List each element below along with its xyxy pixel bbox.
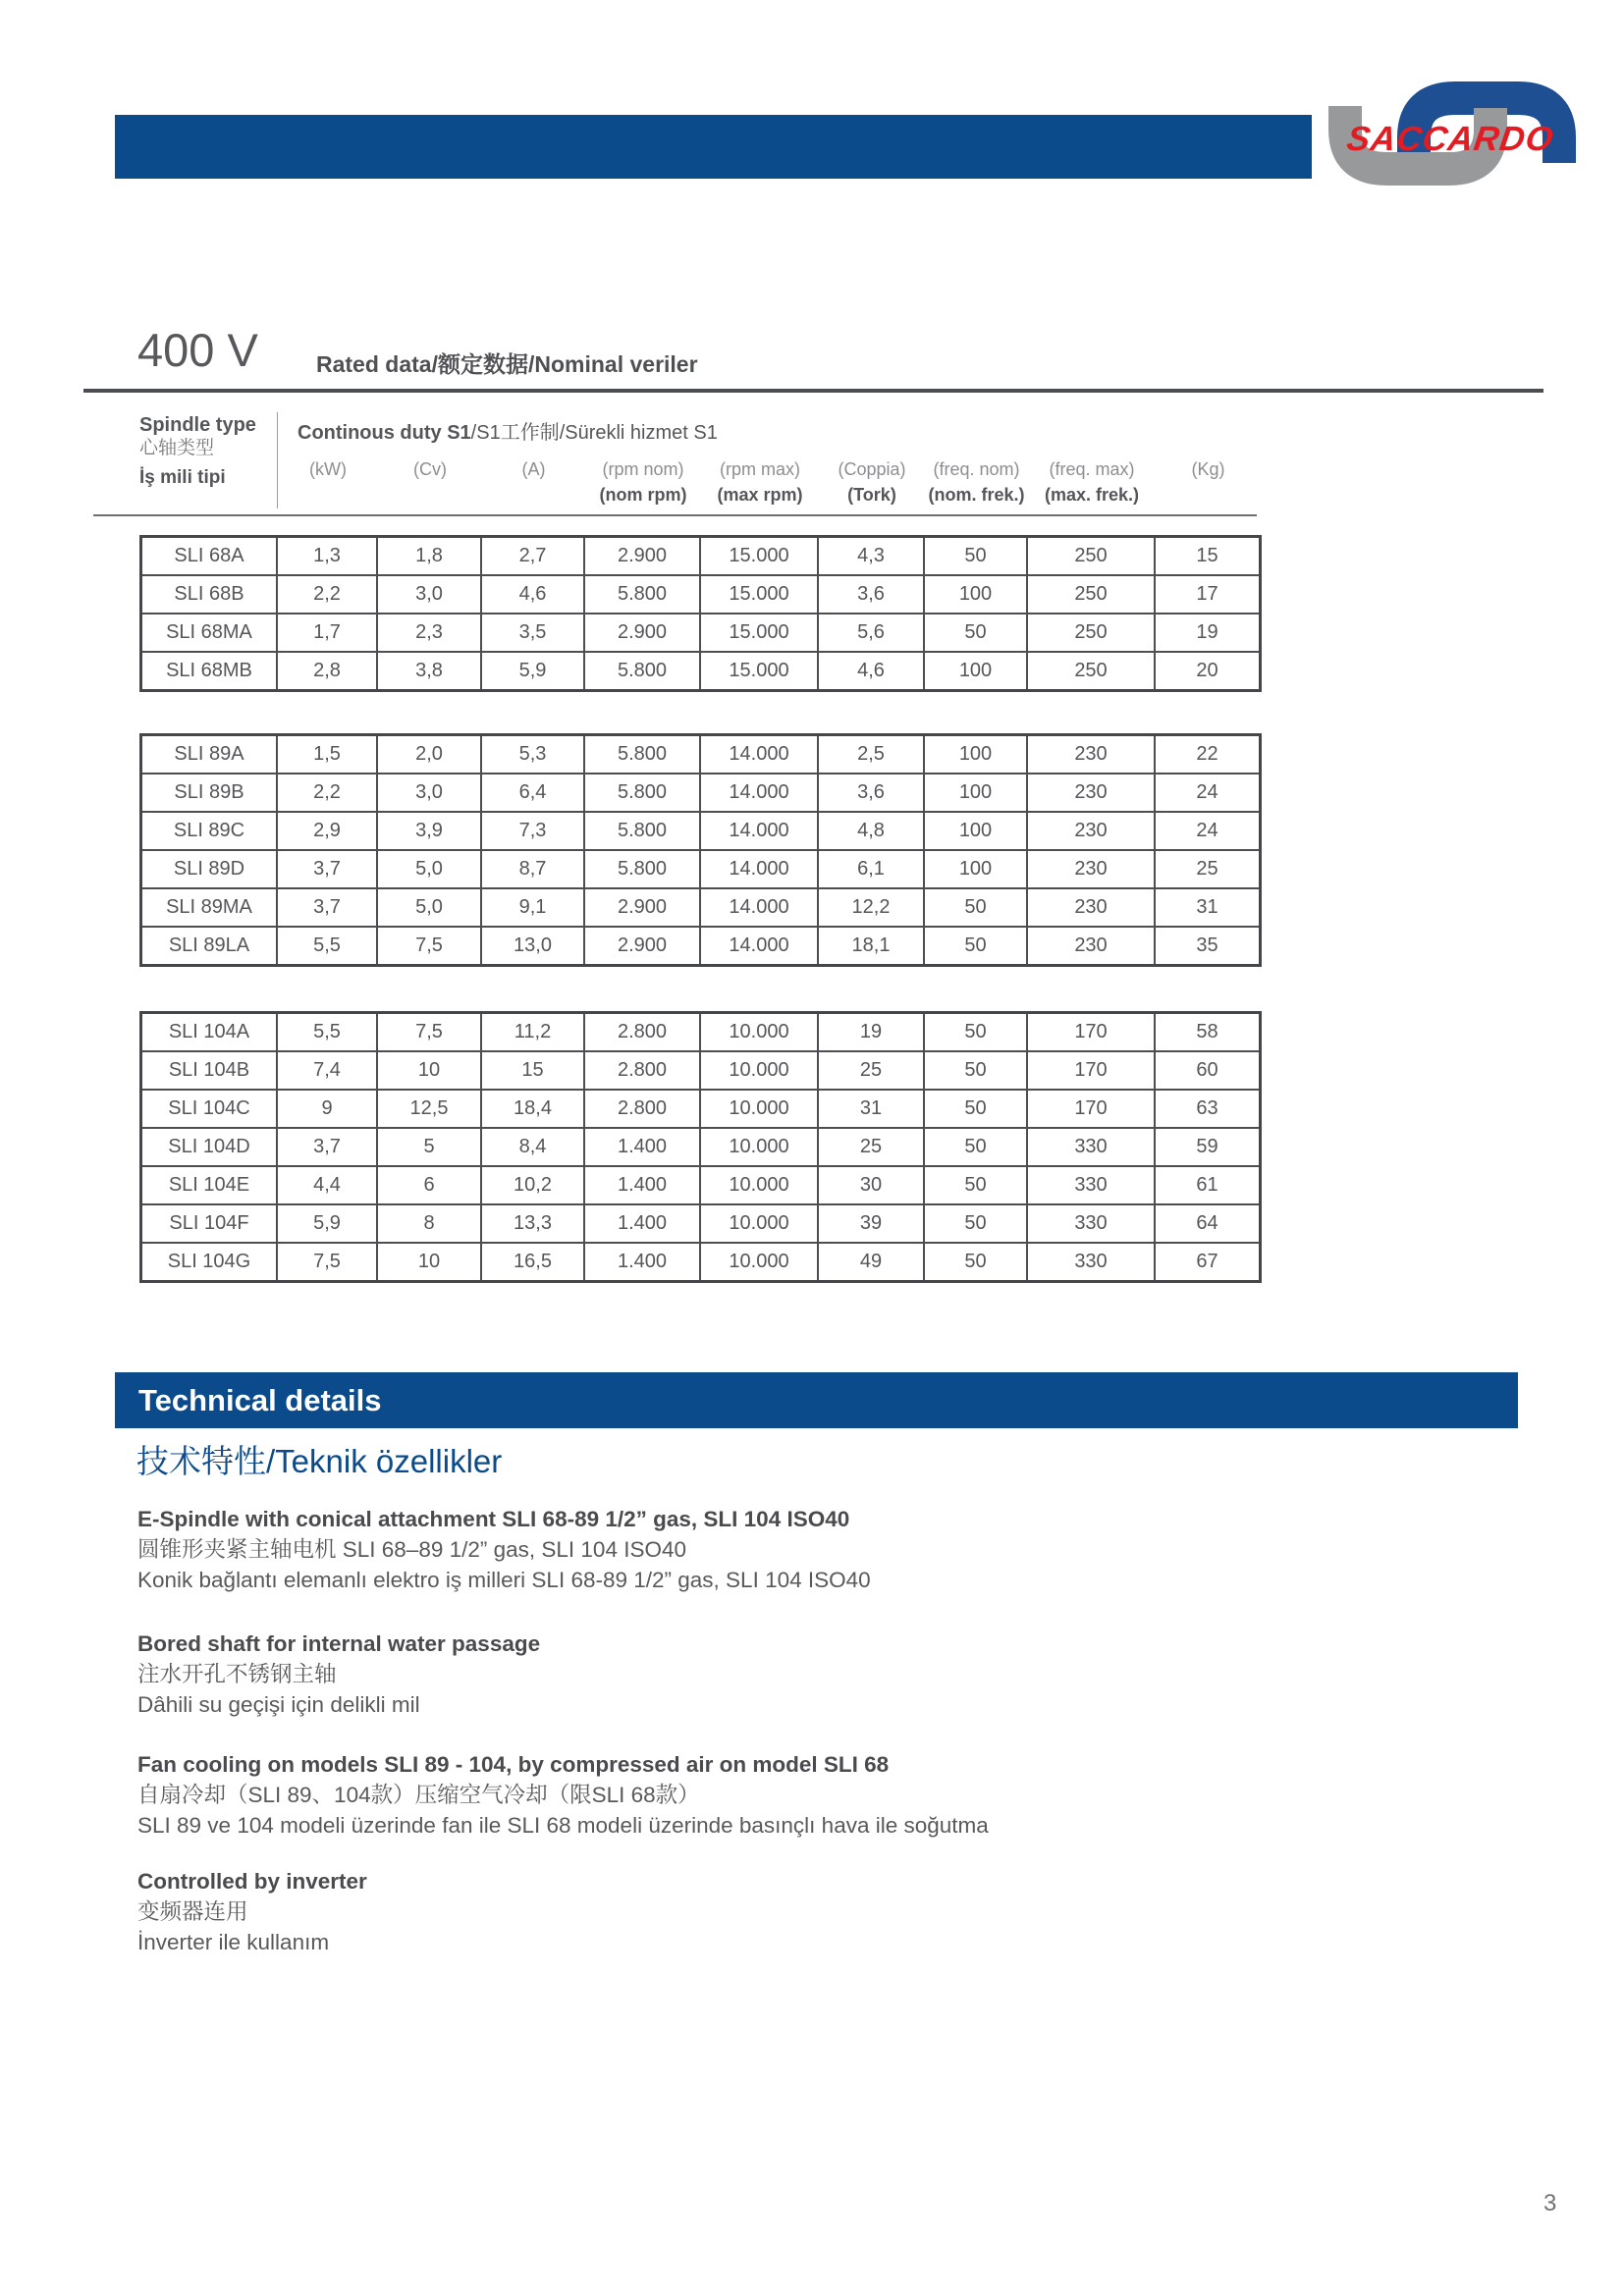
spindle-model: SLI 104C <box>142 1091 278 1127</box>
value-cell: 5.800 <box>585 653 701 689</box>
value-cell: 50 <box>925 1167 1028 1203</box>
value-cell: 13,3 <box>482 1205 585 1242</box>
value-cell: 330 <box>1028 1205 1156 1242</box>
table-header-rule <box>93 514 1257 516</box>
value-cell: 1.400 <box>585 1167 701 1203</box>
value-cell: 2.900 <box>585 928 701 964</box>
unit-header: (Cv) <box>413 459 447 479</box>
value-cell: 18,1 <box>819 928 925 964</box>
table-row <box>142 813 1259 851</box>
value-cell: 13,0 <box>482 928 585 964</box>
value-cell: 1.400 <box>585 1244 701 1280</box>
value-cell: 50 <box>925 538 1028 574</box>
rated-data-subtitle: Rated data/额定数据/Nominal veriler <box>316 351 698 377</box>
value-cell: 3,8 <box>378 653 482 689</box>
value-cell: 10 <box>378 1244 482 1280</box>
value-cell: 4,8 <box>819 813 925 849</box>
value-cell: 35 <box>1196 934 1218 956</box>
value-cell: 3,6 <box>819 576 925 613</box>
value-cell: 2.800 <box>585 1014 701 1050</box>
value-cell: 3,9 <box>378 813 482 849</box>
value-cell: 230 <box>1028 736 1156 773</box>
value-cell: 1,7 <box>278 614 378 651</box>
tech-line-tr: İnverter ile kullanım <box>137 1930 330 1954</box>
value-cell: 1,8 <box>378 538 482 574</box>
duty-header-rest: /S1工作制/Sürekli hizmet S1 <box>470 422 718 444</box>
tech-line-zh: 变频器连用 <box>137 1899 248 1924</box>
unit-header: (freq. nom) (nom. frek.) <box>928 459 1025 505</box>
tech-line-zh: 自扇冷却（SLI 89、104款）压缩空气冷却（限SLI 68款） <box>137 1783 700 1807</box>
spindle-model: SLI 89B <box>142 774 278 811</box>
value-cell: 7,4 <box>278 1052 378 1089</box>
value-cell: 5,0 <box>378 889 482 926</box>
unit-header: (rpm max) (max rpm) <box>717 459 803 505</box>
page-number: 3 <box>1543 2190 1557 2216</box>
value-cell: 11,2 <box>482 1014 585 1050</box>
table-group <box>139 733 1262 967</box>
value-cell: 2.800 <box>585 1091 701 1127</box>
value-cell: 19 <box>1196 621 1218 643</box>
value-cell: 5.800 <box>585 736 701 773</box>
spindle-model: SLI 89MA <box>142 889 278 926</box>
table-row <box>142 851 1259 889</box>
voltage-title: 400 V <box>137 324 258 376</box>
value-cell: 50 <box>925 889 1028 926</box>
saccardo-logo <box>1324 69 1577 198</box>
spindle-model: SLI 104E <box>142 1167 278 1203</box>
value-cell: 3,7 <box>278 889 378 926</box>
value-cell: 50 <box>925 614 1028 651</box>
value-cell: 230 <box>1028 928 1156 964</box>
value-cell: 4,4 <box>278 1167 378 1203</box>
value-cell: 5.800 <box>585 813 701 849</box>
value-cell: 39 <box>819 1205 925 1242</box>
value-cell: 6,4 <box>482 774 585 811</box>
value-cell: 25 <box>819 1129 925 1165</box>
value-cell: 8 <box>378 1205 482 1242</box>
value-cell: 4,6 <box>819 653 925 689</box>
spindle-model: SLI 89A <box>142 736 278 773</box>
value-cell: 15 <box>482 1052 585 1089</box>
value-cell: 50 <box>925 1052 1028 1089</box>
value-cell: 170 <box>1028 1052 1156 1089</box>
spindle-model: SLI 68A <box>142 538 278 574</box>
value-cell: 100 <box>925 653 1028 689</box>
value-cell: 3,5 <box>482 614 585 651</box>
logo-brand-text: SACCARDO <box>1344 120 1556 158</box>
tech-line-zh: 圆锥形夹紧主轴电机 SLI 68–89 1/2” gas, SLI 104 ISO40 <box>137 1537 686 1562</box>
spindle-model: SLI 104F <box>142 1205 278 1242</box>
value-cell: 10.000 <box>701 1014 819 1050</box>
spindle-model: SLI 68MA <box>142 614 278 651</box>
value-cell: 8,7 <box>482 851 585 887</box>
value-cell: 3,7 <box>278 1129 378 1165</box>
value-cell: 10.000 <box>701 1129 819 1165</box>
value-cell: 2,8 <box>278 653 378 689</box>
unit-header: (rpm nom) (nom rpm) <box>599 459 687 505</box>
spindle-model: SLI 68B <box>142 576 278 613</box>
value-cell: 9 <box>278 1091 378 1127</box>
value-cell: 5.800 <box>585 576 701 613</box>
value-cell: 10.000 <box>701 1052 819 1089</box>
table-row <box>142 614 1259 653</box>
technical-subtitle: 技术特性/Teknik özellikler <box>136 1443 503 1479</box>
value-cell: 14.000 <box>701 774 819 811</box>
table-row <box>142 1205 1259 1244</box>
value-cell: 7,5 <box>278 1244 378 1280</box>
value-cell: 10 <box>378 1052 482 1089</box>
tech-paragraph <box>137 1866 367 1957</box>
tech-line-tr: Dâhili su geçişi için delikli mil <box>137 1692 420 1717</box>
table-row <box>142 889 1259 928</box>
value-cell: 2,2 <box>278 774 378 811</box>
value-cell: 67 <box>1196 1251 1218 1272</box>
value-cell: 63 <box>1196 1097 1218 1119</box>
unit-header: (kW) <box>309 459 347 479</box>
value-cell: 3,6 <box>819 774 925 811</box>
value-cell: 1,3 <box>278 538 378 574</box>
value-cell: 50 <box>925 1091 1028 1127</box>
technical-details-banner <box>115 1372 1518 1428</box>
value-cell: 4,3 <box>819 538 925 574</box>
value-cell: 2.900 <box>585 889 701 926</box>
value-cell: 14.000 <box>701 889 819 926</box>
value-cell: 14.000 <box>701 851 819 887</box>
tech-line-tr: SLI 89 ve 104 modeli üzerinde fan ile SLI 68 modeli üzerinde basınçlı hava ile soğutma <box>137 1813 989 1838</box>
value-cell: 10.000 <box>701 1244 819 1280</box>
value-cell: 250 <box>1028 653 1156 689</box>
value-cell: 2.800 <box>585 1052 701 1089</box>
value-cell: 5.800 <box>585 851 701 887</box>
unit-header: (A) <box>521 459 546 479</box>
table-row <box>142 653 1259 689</box>
value-cell: 24 <box>1196 781 1218 803</box>
value-cell: 8,4 <box>482 1129 585 1165</box>
table-row <box>142 1167 1259 1205</box>
value-cell: 7,5 <box>378 928 482 964</box>
value-cell: 6 <box>378 1167 482 1203</box>
table-header <box>139 412 1262 508</box>
value-cell: 5,6 <box>819 614 925 651</box>
value-cell: 100 <box>925 736 1028 773</box>
tech-paragraph <box>137 1629 540 1720</box>
value-cell: 1.400 <box>585 1205 701 1242</box>
table-group <box>139 535 1262 692</box>
spindle-type-header <box>139 412 278 508</box>
value-cell: 100 <box>925 813 1028 849</box>
value-cell: 3,7 <box>278 851 378 887</box>
value-cell: 18,4 <box>482 1091 585 1127</box>
table-row <box>142 1052 1259 1091</box>
value-cell: 50 <box>925 1244 1028 1280</box>
spindle-model: SLI 68MB <box>142 653 278 689</box>
value-cell: 2,0 <box>378 736 482 773</box>
value-cell: 12,5 <box>378 1091 482 1127</box>
value-cell: 24 <box>1196 820 1218 841</box>
table-row <box>142 576 1259 614</box>
unit-header: (Kg) <box>1191 459 1225 479</box>
value-cell: 16,5 <box>482 1244 585 1280</box>
value-cell: 17 <box>1196 583 1218 605</box>
spindle-type-zh: 心轴类型 <box>139 438 215 458</box>
technical-details-title: Technical details <box>138 1383 382 1417</box>
value-cell: 59 <box>1196 1136 1218 1157</box>
spindle-model: SLI 89C <box>142 813 278 849</box>
value-cell: 7,5 <box>378 1014 482 1050</box>
value-cell: 330 <box>1028 1244 1156 1280</box>
value-cell: 100 <box>925 851 1028 887</box>
table-row <box>142 1091 1259 1129</box>
value-cell: 15.000 <box>701 614 819 651</box>
value-cell: 25 <box>1196 858 1218 880</box>
value-cell: 5.800 <box>585 774 701 811</box>
value-cell: 25 <box>819 1052 925 1089</box>
spindle-type-en: Spindle type <box>139 414 256 436</box>
value-cell: 170 <box>1028 1091 1156 1127</box>
value-cell: 230 <box>1028 774 1156 811</box>
value-cell: 2,5 <box>819 736 925 773</box>
value-cell: 2,3 <box>378 614 482 651</box>
spindle-model: SLI 104B <box>142 1052 278 1089</box>
value-cell: 2,9 <box>278 813 378 849</box>
value-cell: 250 <box>1028 576 1156 613</box>
tech-line-en: Fan cooling on models SLI 89 - 104, by compressed air on model SLI 68 <box>137 1752 890 1777</box>
tech-line-en: Controlled by inverter <box>137 1869 367 1894</box>
tech-line-en: E-Spindle with conical attachment SLI 68-89 1/2” gas, SLI 104 ISO40 <box>137 1507 850 1531</box>
tech-line-zh: 注水开孔不锈钢主轴 <box>137 1662 337 1686</box>
tech-paragraph <box>137 1749 989 1841</box>
value-cell: 230 <box>1028 851 1156 887</box>
value-cell: 14.000 <box>701 928 819 964</box>
table-row <box>142 928 1259 964</box>
value-cell: 250 <box>1028 538 1156 574</box>
value-cell: 2,2 <box>278 576 378 613</box>
header-bar <box>115 115 1312 179</box>
value-cell: 250 <box>1028 614 1156 651</box>
title-rule <box>83 389 1543 393</box>
table-row <box>142 774 1259 813</box>
value-cell: 5 <box>378 1129 482 1165</box>
value-cell: 10.000 <box>701 1167 819 1203</box>
spindle-model: SLI 104A <box>142 1014 278 1050</box>
value-cell: 7,3 <box>482 813 585 849</box>
table-group <box>139 1011 1262 1283</box>
value-cell: 10.000 <box>701 1205 819 1242</box>
spindle-model: SLI 104G <box>142 1244 278 1280</box>
table-row <box>142 1129 1259 1167</box>
value-cell: 5,9 <box>482 653 585 689</box>
value-cell: 5,5 <box>278 928 378 964</box>
value-cell: 5,5 <box>278 1014 378 1050</box>
value-cell: 230 <box>1028 889 1156 926</box>
value-cell: 230 <box>1028 813 1156 849</box>
value-cell: 50 <box>925 1014 1028 1050</box>
value-cell: 1,5 <box>278 736 378 773</box>
value-cell: 330 <box>1028 1167 1156 1203</box>
table-row <box>142 736 1259 774</box>
value-cell: 3,0 <box>378 576 482 613</box>
value-cell: 170 <box>1028 1014 1156 1050</box>
value-cell: 30 <box>819 1167 925 1203</box>
value-cell: 5,0 <box>378 851 482 887</box>
value-cell: 5,9 <box>278 1205 378 1242</box>
value-cell: 15.000 <box>701 653 819 689</box>
value-cell: 22 <box>1196 743 1218 765</box>
value-cell: 19 <box>819 1014 925 1050</box>
value-cell: 10.000 <box>701 1091 819 1127</box>
value-cell: 12,2 <box>819 889 925 926</box>
value-cell: 10,2 <box>482 1167 585 1203</box>
value-cell: 9,1 <box>482 889 585 926</box>
value-cell: 60 <box>1196 1059 1218 1081</box>
spindle-model: SLI 104D <box>142 1129 278 1165</box>
value-cell: 100 <box>925 576 1028 613</box>
value-cell: 2,7 <box>482 538 585 574</box>
tech-line-en: Bored shaft for internal water passage <box>137 1631 541 1656</box>
unit-header: (Coppia) (Tork) <box>838 459 906 505</box>
duty-header <box>278 412 1261 457</box>
value-cell: 2.900 <box>585 614 701 651</box>
spindle-model: SLI 89D <box>142 851 278 887</box>
value-cell: 2.900 <box>585 538 701 574</box>
value-cell: 58 <box>1196 1021 1218 1042</box>
unit-header: (freq. max) (max. frek.) <box>1044 459 1140 505</box>
value-cell: 20 <box>1196 660 1218 681</box>
value-cell: 1.400 <box>585 1129 701 1165</box>
value-cell: 31 <box>1196 896 1218 918</box>
value-cell: 64 <box>1196 1212 1218 1234</box>
value-cell: 330 <box>1028 1129 1156 1165</box>
value-cell: 61 <box>1196 1174 1218 1196</box>
table-row <box>142 1244 1259 1280</box>
value-cell: 31 <box>819 1091 925 1127</box>
table-row <box>142 538 1259 576</box>
tech-line-tr: Konik bağlantı elemanlı elektro iş milleri SLI 68-89 1/2” gas, SLI 104 ISO40 <box>137 1568 871 1592</box>
value-cell: 50 <box>925 1205 1028 1242</box>
spindle-type-tr: İş mili tipi <box>139 467 226 488</box>
value-cell: 3,0 <box>378 774 482 811</box>
spindle-model: SLI 89LA <box>142 928 278 964</box>
value-cell: 6,1 <box>819 851 925 887</box>
value-cell: 15.000 <box>701 538 819 574</box>
value-cell: 50 <box>925 1129 1028 1165</box>
value-cell: 14.000 <box>701 736 819 773</box>
value-cell: 49 <box>819 1244 925 1280</box>
value-cell: 15 <box>1196 545 1218 566</box>
value-cell: 50 <box>925 928 1028 964</box>
value-cell: 15.000 <box>701 576 819 613</box>
value-cell: 100 <box>925 774 1028 811</box>
value-cell: 14.000 <box>701 813 819 849</box>
value-cell: 4,6 <box>482 576 585 613</box>
tech-paragraph <box>137 1504 871 1595</box>
value-cell: 5,3 <box>482 736 585 773</box>
table-row <box>142 1014 1259 1052</box>
duty-header-bold: Continous duty S1 <box>298 422 471 444</box>
